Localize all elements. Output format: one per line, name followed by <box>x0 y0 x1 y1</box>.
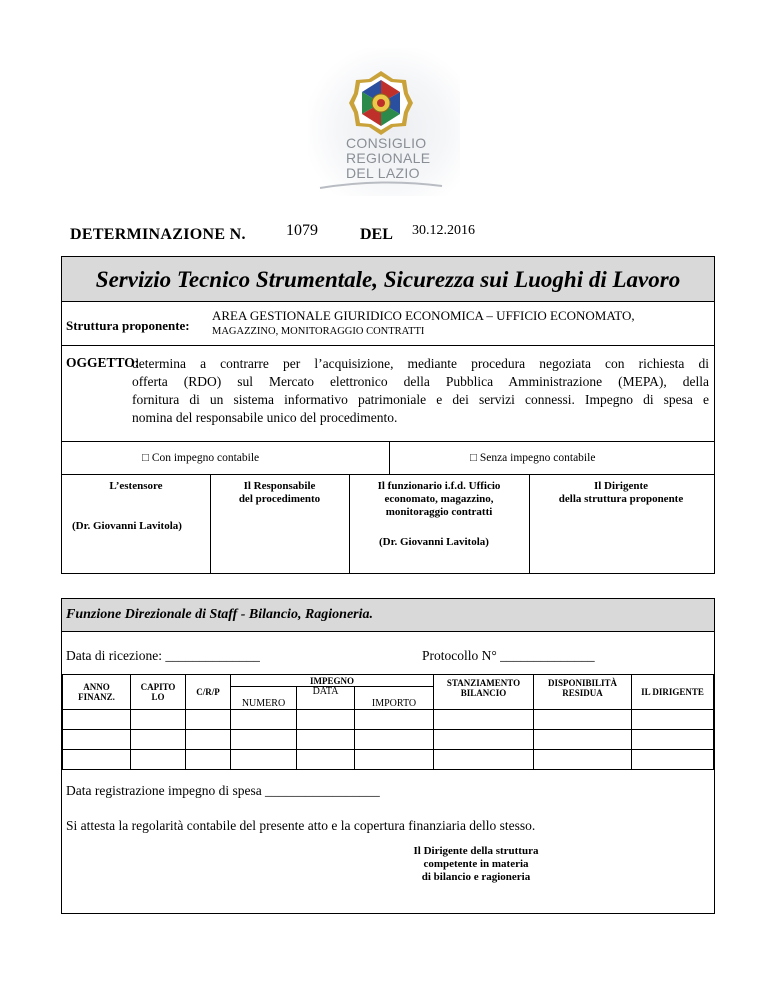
col-crp: C/R/P <box>186 675 231 710</box>
logo-line-2: REGIONALE <box>346 150 431 166</box>
table-cell[interactable] <box>632 730 714 750</box>
col-impegno: IMPEGNO <box>231 675 434 687</box>
service-title: Servizio Tecnico Strumentale, Sicurezza sui Luoghi di Lavoro <box>95 267 681 292</box>
col-stanziamento-line-1: STANZIAMENTO <box>446 678 521 688</box>
col-anno-line-1: ANNO <box>83 682 110 692</box>
oggetto-row <box>62 346 714 442</box>
oggetto-line-2: offerta (RDO) sul Mercato elettronico della Pubblica Amministrazione (MEPA), della <box>132 374 709 389</box>
table-cell[interactable] <box>131 730 186 750</box>
table-cell[interactable] <box>131 750 186 770</box>
estensore-name: (Dr. Giovanni Lavitola) <box>72 520 182 532</box>
table-cell[interactable] <box>355 710 434 730</box>
funzionario-heading-line-3: monitoraggio contratti <box>385 506 493 518</box>
col-stanziamento <box>434 675 534 710</box>
dirigente-heading <box>529 480 713 506</box>
table-cell[interactable] <box>632 750 714 770</box>
table-cell[interactable] <box>355 750 434 770</box>
table-cell[interactable] <box>534 730 632 750</box>
table-cell[interactable] <box>534 750 632 770</box>
table-cell[interactable] <box>297 710 355 730</box>
struttura-label: Struttura proponente: <box>66 318 190 333</box>
col-dirigente: IL DIRIGENTE <box>632 675 714 710</box>
con-impegno-checkbox[interactable]: □ Con impegno contabile <box>142 452 260 464</box>
dirigente-bilancio-line-2: competente in materia <box>423 858 529 870</box>
col-numero: NUMERO <box>231 687 297 710</box>
determinazione-date: 30.12.2016 <box>412 223 475 238</box>
data-registrazione-field: Data registrazione impegno di spesa _________________ <box>66 783 380 798</box>
oggetto-line-1: determina a contrarre per l’acquisizione, mediante procedura negoziata con richiesta di <box>132 356 709 371</box>
col-capitolo-line-1: CAPITO <box>140 682 176 692</box>
signatures-row <box>62 475 714 573</box>
impegno-table <box>62 674 714 770</box>
determinazione-number: 1079 <box>286 222 318 239</box>
dirigente-heading-line-2: della struttura proponente <box>558 493 684 505</box>
senza-impegno-checkbox[interactable]: □ Senza impegno contabile <box>470 452 596 464</box>
table-row <box>63 750 714 770</box>
impegno-choice-row <box>62 442 714 475</box>
responsabile-heading <box>210 480 349 506</box>
col-capitolo-line-2: LO <box>151 692 165 702</box>
dirigente-bilancio-line-1: Il Dirigente della struttura <box>413 845 539 857</box>
table-row <box>63 730 714 750</box>
table-cell[interactable] <box>534 710 632 730</box>
lazio-emblem-icon <box>348 70 414 136</box>
del-label: DEL <box>360 226 393 243</box>
struttura-value-line-1: AREA GESTIONALE GIURIDICO ECONOMICA – UFFICIO ECONOMATO, <box>212 308 635 323</box>
table-cell[interactable] <box>355 730 434 750</box>
dirigente-bilancio-signature <box>376 845 576 884</box>
table-cell[interactable] <box>231 710 297 730</box>
check-divider <box>389 442 390 475</box>
col-importo: IMPORTO <box>355 687 434 710</box>
struttura-row <box>62 302 714 346</box>
struttura-value-line-2: MAGAZZINO, MONITORAGGIO CONTRATTI <box>212 326 425 337</box>
determinazione-label: DETERMINAZIONE N. <box>70 226 246 243</box>
council-logo <box>308 48 460 196</box>
oggetto-text <box>132 355 709 427</box>
funzionario-name: (Dr. Giovanni Lavitola) <box>379 536 489 548</box>
col-stanziamento-line-2: BILANCIO <box>460 688 507 698</box>
table-cell[interactable] <box>231 750 297 770</box>
table-cell[interactable] <box>63 710 131 730</box>
funzionario-heading <box>349 480 529 519</box>
table-cell[interactable] <box>63 730 131 750</box>
table-cell[interactable] <box>186 710 231 730</box>
service-title-band <box>62 257 714 302</box>
col-disponibilita <box>534 675 632 710</box>
oggetto-line-3: fornitura di un sistema informativo patrimoniale e dei servizi connessi. Impegno di spesa e <box>132 392 709 407</box>
protocollo-field: Protocollo N° ______________ <box>422 648 595 663</box>
table-cell[interactable] <box>231 730 297 750</box>
table-cell[interactable] <box>297 750 355 770</box>
estensore-heading: L’estensore <box>109 480 163 492</box>
col-capitolo <box>131 675 186 710</box>
table-cell[interactable] <box>131 710 186 730</box>
ragioneria-box <box>61 598 715 914</box>
table-cell[interactable] <box>63 750 131 770</box>
col-anno-line-2: FINANZ. <box>78 692 115 702</box>
table-cell[interactable] <box>434 710 534 730</box>
responsabile-heading-line-1: Il Responsabile <box>243 480 316 492</box>
table-cell[interactable] <box>186 730 231 750</box>
col-disponibilita-line-1: DISPONIBILITÀ <box>547 678 618 688</box>
funzionario-heading-line-2: economato, magazzino, <box>384 493 494 505</box>
col-data: DATA <box>297 687 355 710</box>
data-ricezione-field: Data di ricezione: ______________ <box>66 648 260 663</box>
table-cell[interactable] <box>186 750 231 770</box>
table-cell[interactable] <box>434 730 534 750</box>
dirigente-bilancio-line-3: di bilancio e ragioneria <box>421 871 531 883</box>
staff-title: Funzione Direzionale di Staff - Bilancio, Ragioneria. <box>66 607 374 622</box>
proposal-box <box>61 256 715 574</box>
oggetto-line-4: nomina del responsabile unico del procedimento. <box>132 410 398 425</box>
logo-line-3: DEL LAZIO <box>346 165 420 181</box>
staff-title-band <box>62 599 714 632</box>
dirigente-heading-line-1: Il Dirigente <box>593 480 649 492</box>
table-cell[interactable] <box>297 730 355 750</box>
table-row <box>63 710 714 730</box>
logo-wordmark <box>346 136 446 181</box>
table-cell[interactable] <box>434 750 534 770</box>
col-disponibilita-line-2: RESIDUA <box>562 688 603 698</box>
funzionario-heading-line-1: Il funzionario i.f.d. Ufficio <box>377 480 501 492</box>
responsabile-heading-line-2: del procedimento <box>238 493 321 505</box>
oggetto-label: OGGETTO: <box>66 355 140 370</box>
table-cell[interactable] <box>632 710 714 730</box>
logo-line-1: CONSIGLIO <box>346 135 427 151</box>
logo-swoosh-icon <box>318 180 444 190</box>
col-anno <box>63 675 131 710</box>
attestazione-text: Si attesta la regolarità contabile del presente atto e la copertura finanziaria dello stesso. <box>66 818 536 833</box>
